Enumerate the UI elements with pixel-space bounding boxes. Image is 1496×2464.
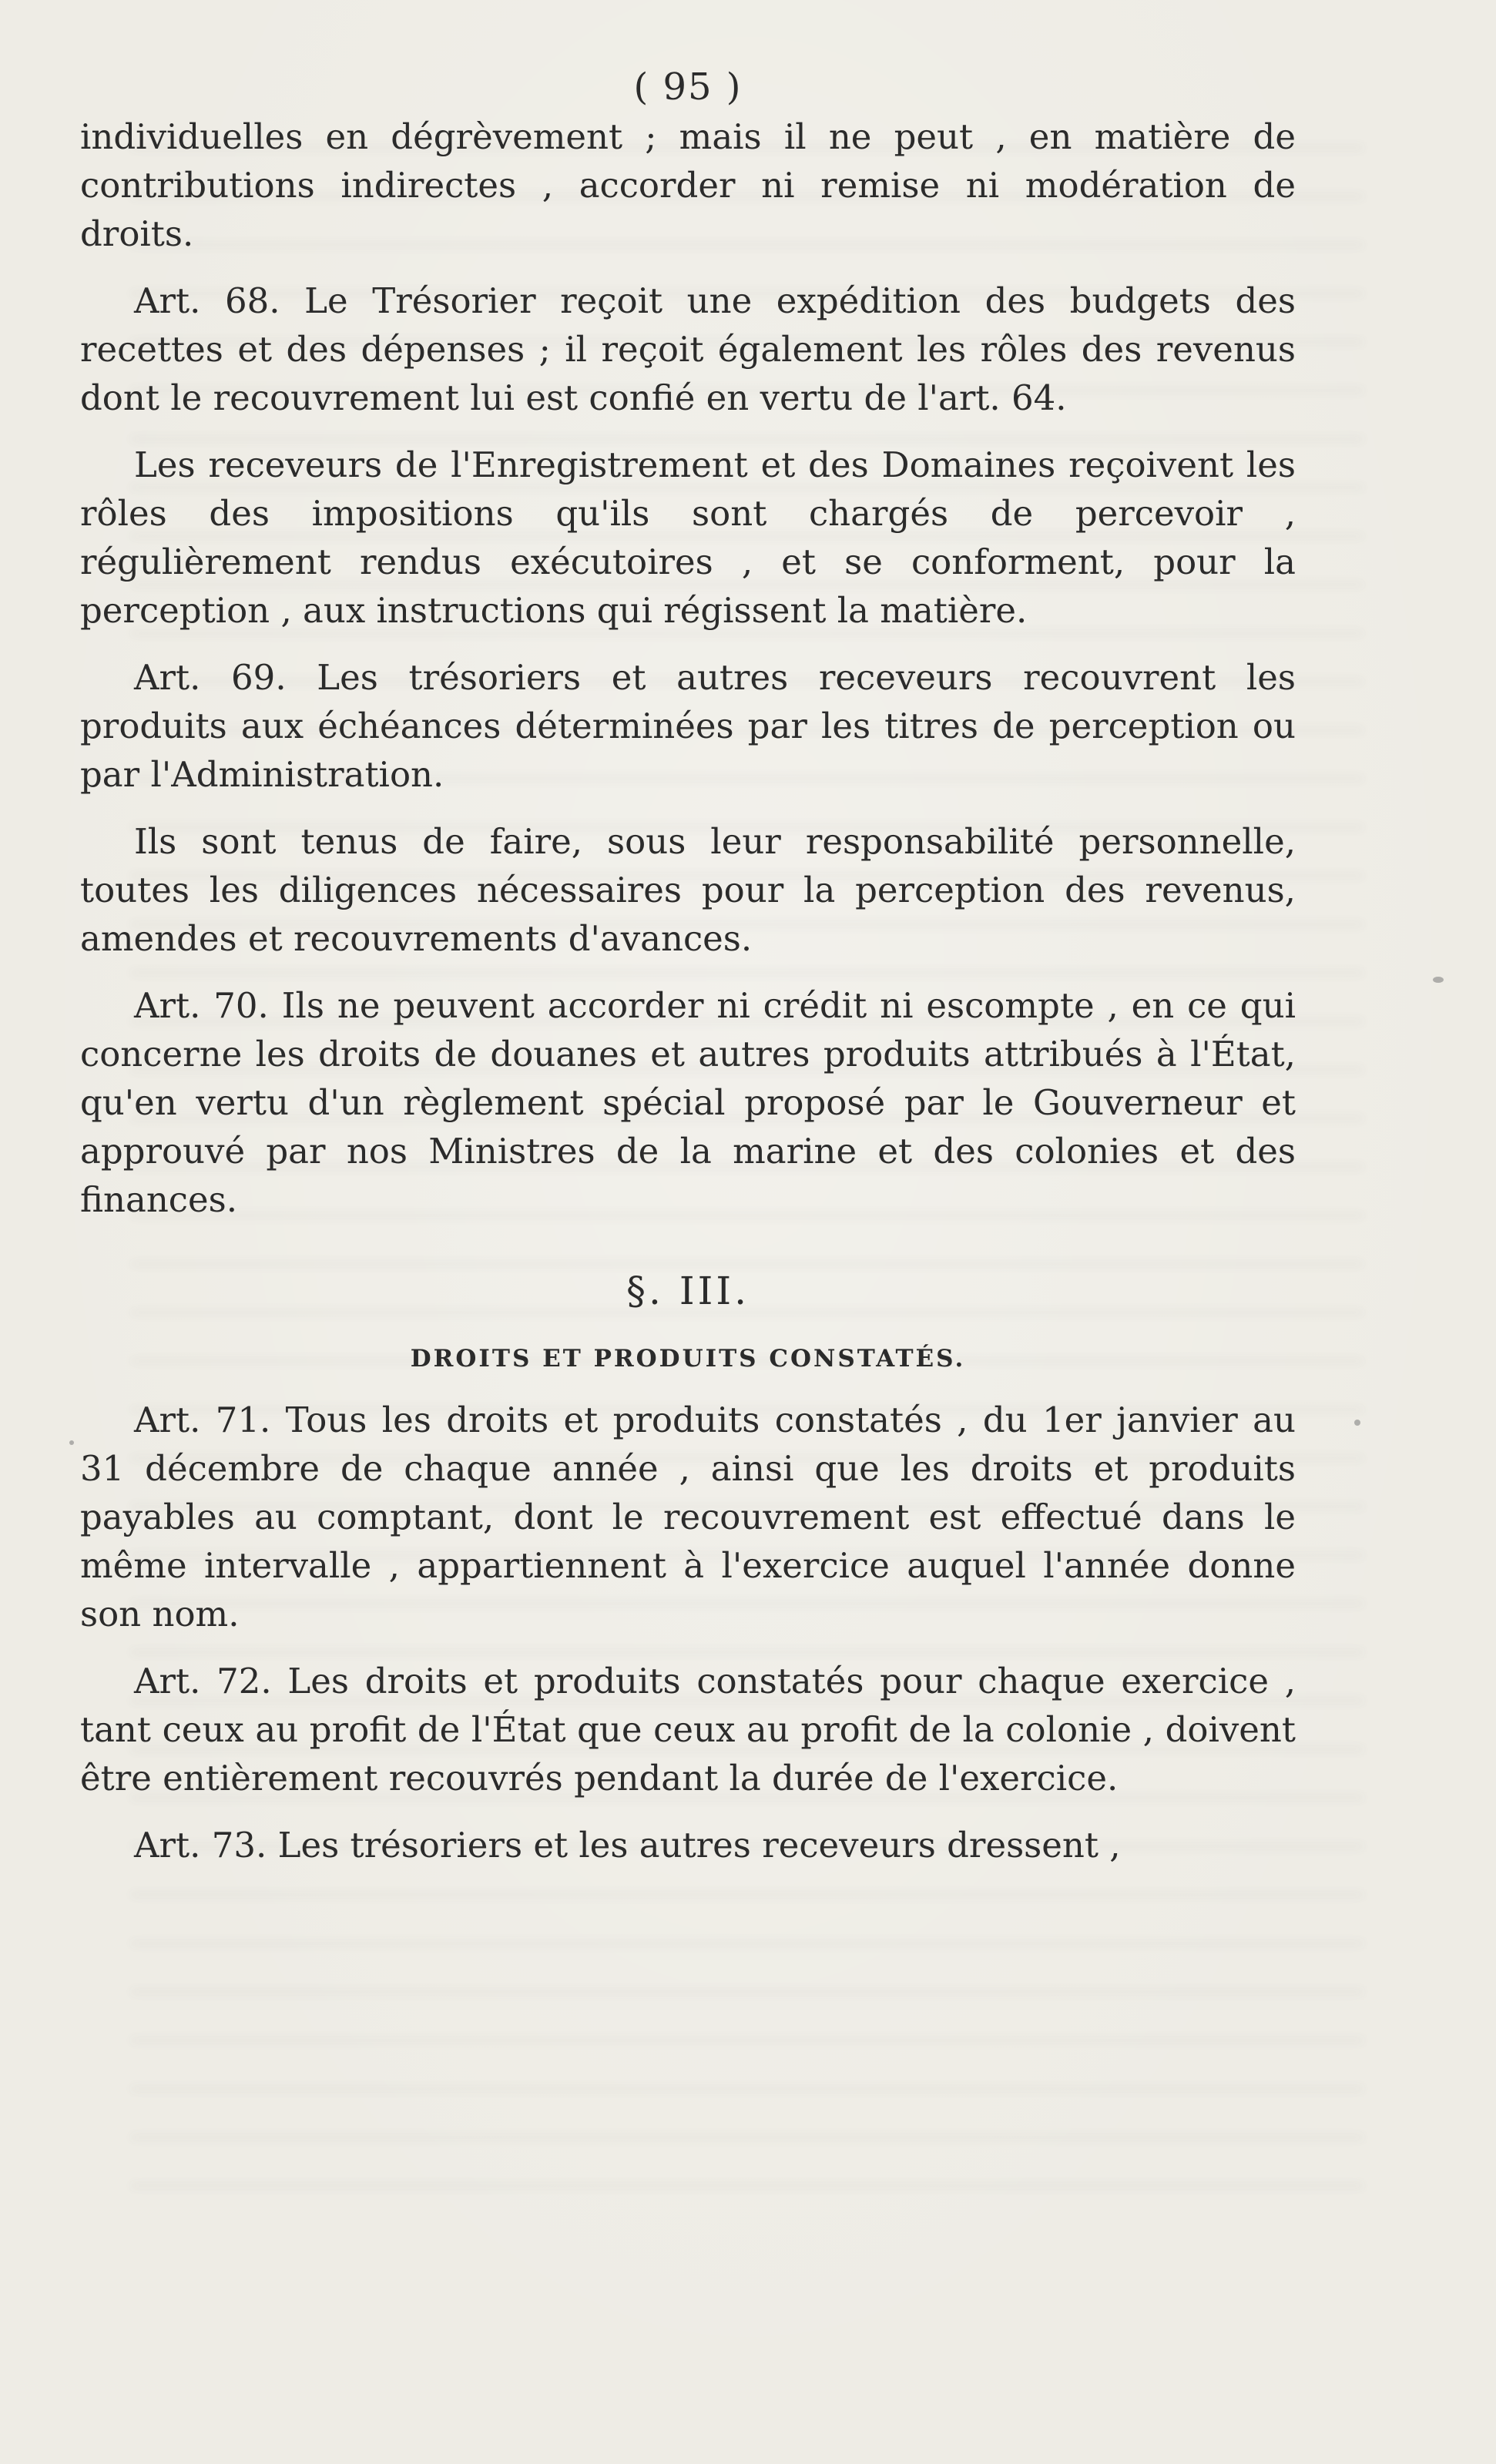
ink-speck xyxy=(1433,977,1444,983)
paragraph-art-69: Art. 69. Les trésoriers et autres receveurs recouvrent les produits aux échéances déterminées par les titres de perception ou par l'Administration. xyxy=(80,657,1296,795)
section-mark: §. III. xyxy=(626,1269,750,1313)
paragraph-continuation: individuelles en dégrèvement ; mais il ne peut , en matière de contributions indirectes , accorder ni remise ni modération de droits. xyxy=(80,116,1296,254)
paragraph-art-68: Art. 68. Le Trésorier reçoit une expédition des budgets des recettes et des dépenses ; il reçoit également les rôles des revenus dont le recouvrement lui est confié en vertu de l'art. 64. xyxy=(80,280,1296,418)
paragraph-art-72: Art. 72. Les droits et produits constatés pour chaque exercice , tant ceux au profit de l'État que ceux au profit de la colonie , doivent être entièrement recouvrés pendant la durée de l'exercice. xyxy=(80,1661,1296,1799)
section-title: DROITS ET PRODUITS CONSTATÉS. xyxy=(410,1345,966,1373)
paragraph-art-73: Art. 73. Les trésoriers et les autres receveurs dressent , xyxy=(134,1825,1121,1866)
paragraph-receveurs: Les receveurs de l'Enregistrement et des Domaines reçoivent les rôles des impositions qu'ils sont chargés de percevoir , régulièrement rendus exécutoires , et se conforment, pour la perception , aux instructions qui régissent la matière. xyxy=(80,444,1296,631)
paragraph-art-71: Art. 71. Tous les droits et produits constatés , du 1er janvier au 31 décembre de chaque année , ainsi que les droits et produits payables au comptant, dont le recouvrement est effectué dans le même intervalle , appartiennent à l'exercice auquel l'année donne son nom. xyxy=(80,1400,1296,1634)
page-number: ( 95 ) xyxy=(633,65,743,109)
ink-speck xyxy=(69,1440,74,1445)
ink-speck xyxy=(1354,1420,1360,1426)
paragraph-diligences: Ils sont tenus de faire, sous leur responsabilité personnelle, toutes les diligences nécessaires pour la perception des revenus, amendes et recouvrements d'avances. xyxy=(80,821,1296,959)
page-text xyxy=(80,62,1296,1888)
paragraph-art-70: Art. 70. Ils ne peuvent accorder ni crédit ni escompte , en ce qui concerne les droits de douanes et autres produits attribués à l'État, qu'en vertu d'un règlement spécial proposé par le Gouverneur et approuvé par nos Ministres de la marine et des colonies et des finances. xyxy=(80,985,1296,1220)
